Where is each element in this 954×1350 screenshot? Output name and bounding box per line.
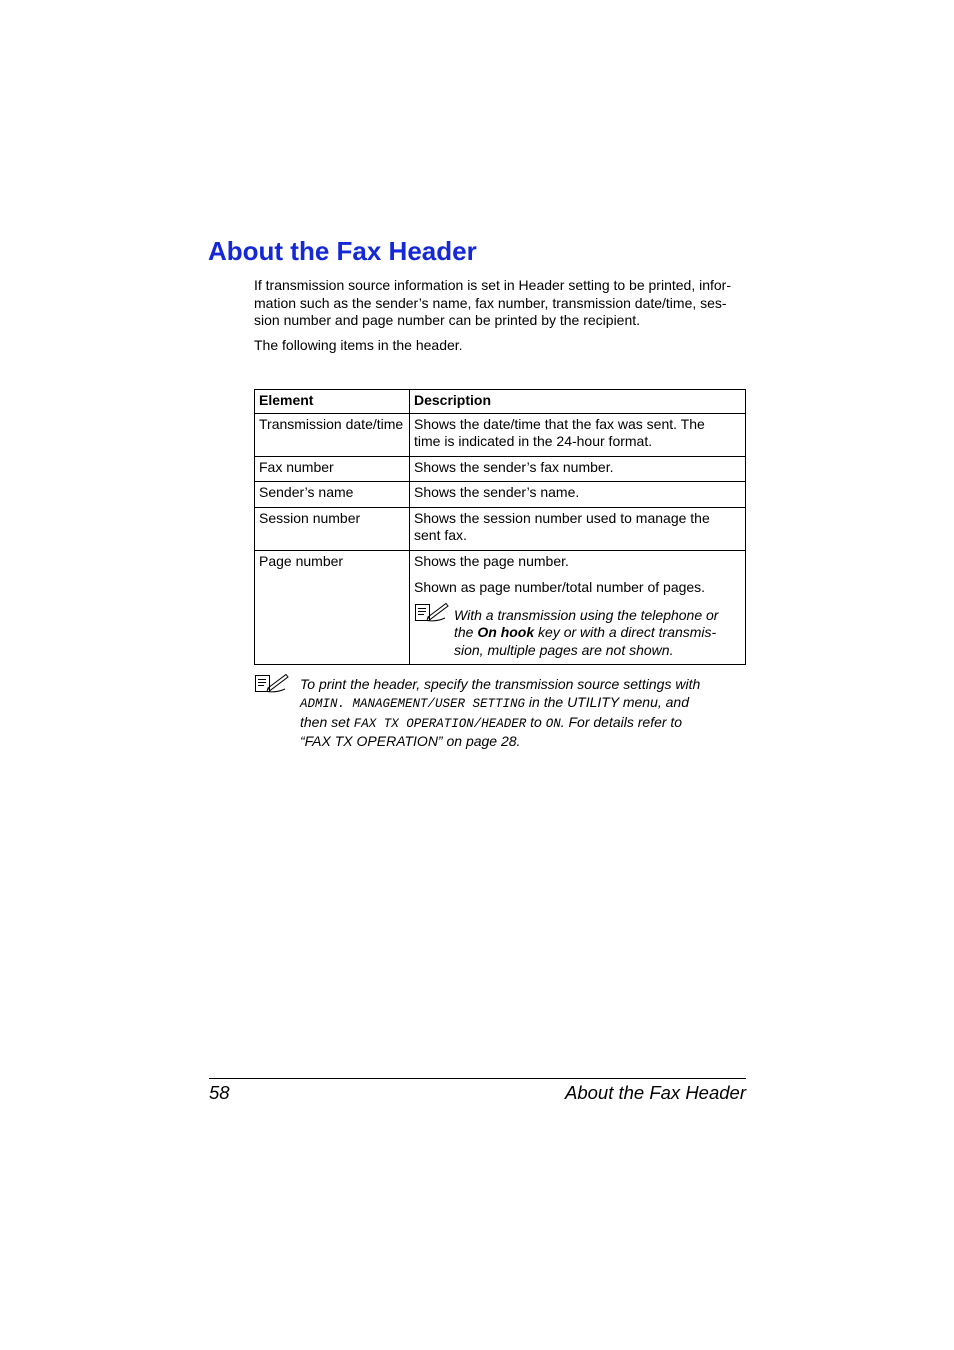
description-cell (410, 507, 746, 550)
note-pencil-icon (254, 672, 300, 696)
description-line: time is indicated in the 24-hour format. (414, 433, 653, 449)
element-cell: Session number (255, 507, 410, 550)
note-line: “FAX TX OPERATION” on page 28. (300, 733, 521, 750)
intro-line-3: sion number and page number can be printed by the recipient. (254, 312, 641, 329)
element-cell: Transmission date/time (255, 413, 410, 456)
table-note-line: With a transmission using the telephone or (454, 606, 719, 623)
table-note-fragment: the (454, 624, 478, 640)
setting-value-code: ON (545, 716, 561, 731)
note-text (300, 676, 700, 751)
table-row (255, 456, 746, 482)
note-pencil-icon (414, 601, 454, 625)
note-fragment: to (526, 713, 546, 730)
element-cell: Fax number (255, 456, 410, 482)
intro-paragraph (254, 277, 748, 330)
description-cell (410, 413, 746, 456)
menu-path-code: ADMIN. MANAGEMENT/USER SETTING (300, 696, 526, 711)
note-fragment: in the UTILITY menu, and (525, 693, 689, 710)
footer-divider (209, 1078, 746, 1079)
description-line: sent fax. (414, 527, 467, 543)
note-line: To print the header, specify the transmission source settings with (300, 676, 701, 692)
note-fragment: . For details refer to (560, 713, 683, 730)
table-header-row (255, 390, 746, 414)
column-header-element: Element (255, 390, 410, 414)
header-elements-table (254, 389, 746, 665)
page-title: About the Fax Header (208, 236, 477, 266)
description-cell: Shows the sender’s name. (410, 482, 746, 508)
description-cell (410, 550, 746, 665)
on-hook-key-label: On hook (477, 624, 535, 640)
element-cell: Page number (255, 550, 410, 665)
intro-line-1: If transmission source information is set in Header setting to be printed, infor- (254, 277, 731, 293)
table-note-text (454, 607, 718, 660)
column-header-description: Description (410, 390, 746, 414)
description-paragraph: Shows the page number. (414, 552, 569, 569)
description-cell: Shows the sender’s fax number. (410, 456, 746, 482)
table-note-line: sion, multiple pages are not shown. (454, 641, 674, 658)
description-line: Shows the date/time that the fax was sent. The (414, 415, 705, 432)
page-footer (209, 1082, 746, 1104)
note-block (254, 672, 748, 751)
table-note-fragment: key or with a direct transmis- (534, 624, 717, 640)
footer-section-title: About the Fax Header (565, 1082, 746, 1103)
note-fragment: then set (300, 713, 354, 730)
element-cell: Sender’s name (255, 482, 410, 508)
table-row (255, 482, 746, 508)
page-number: 58 (209, 1082, 230, 1103)
setting-path-code: FAX TX OPERATION/HEADER (353, 716, 527, 731)
table-row (255, 413, 746, 456)
description-paragraph: Shown as page number/total number of pages. (414, 579, 706, 595)
following-items-text: The following items in the header. (254, 337, 463, 353)
table-note (414, 601, 741, 660)
description-line: Shows the session number used to manage the (414, 509, 710, 526)
intro-line-2: mation such as the sender’s name, fax number, transmission date/time, ses- (254, 294, 727, 311)
table-row (255, 550, 746, 665)
table-row (255, 507, 746, 550)
